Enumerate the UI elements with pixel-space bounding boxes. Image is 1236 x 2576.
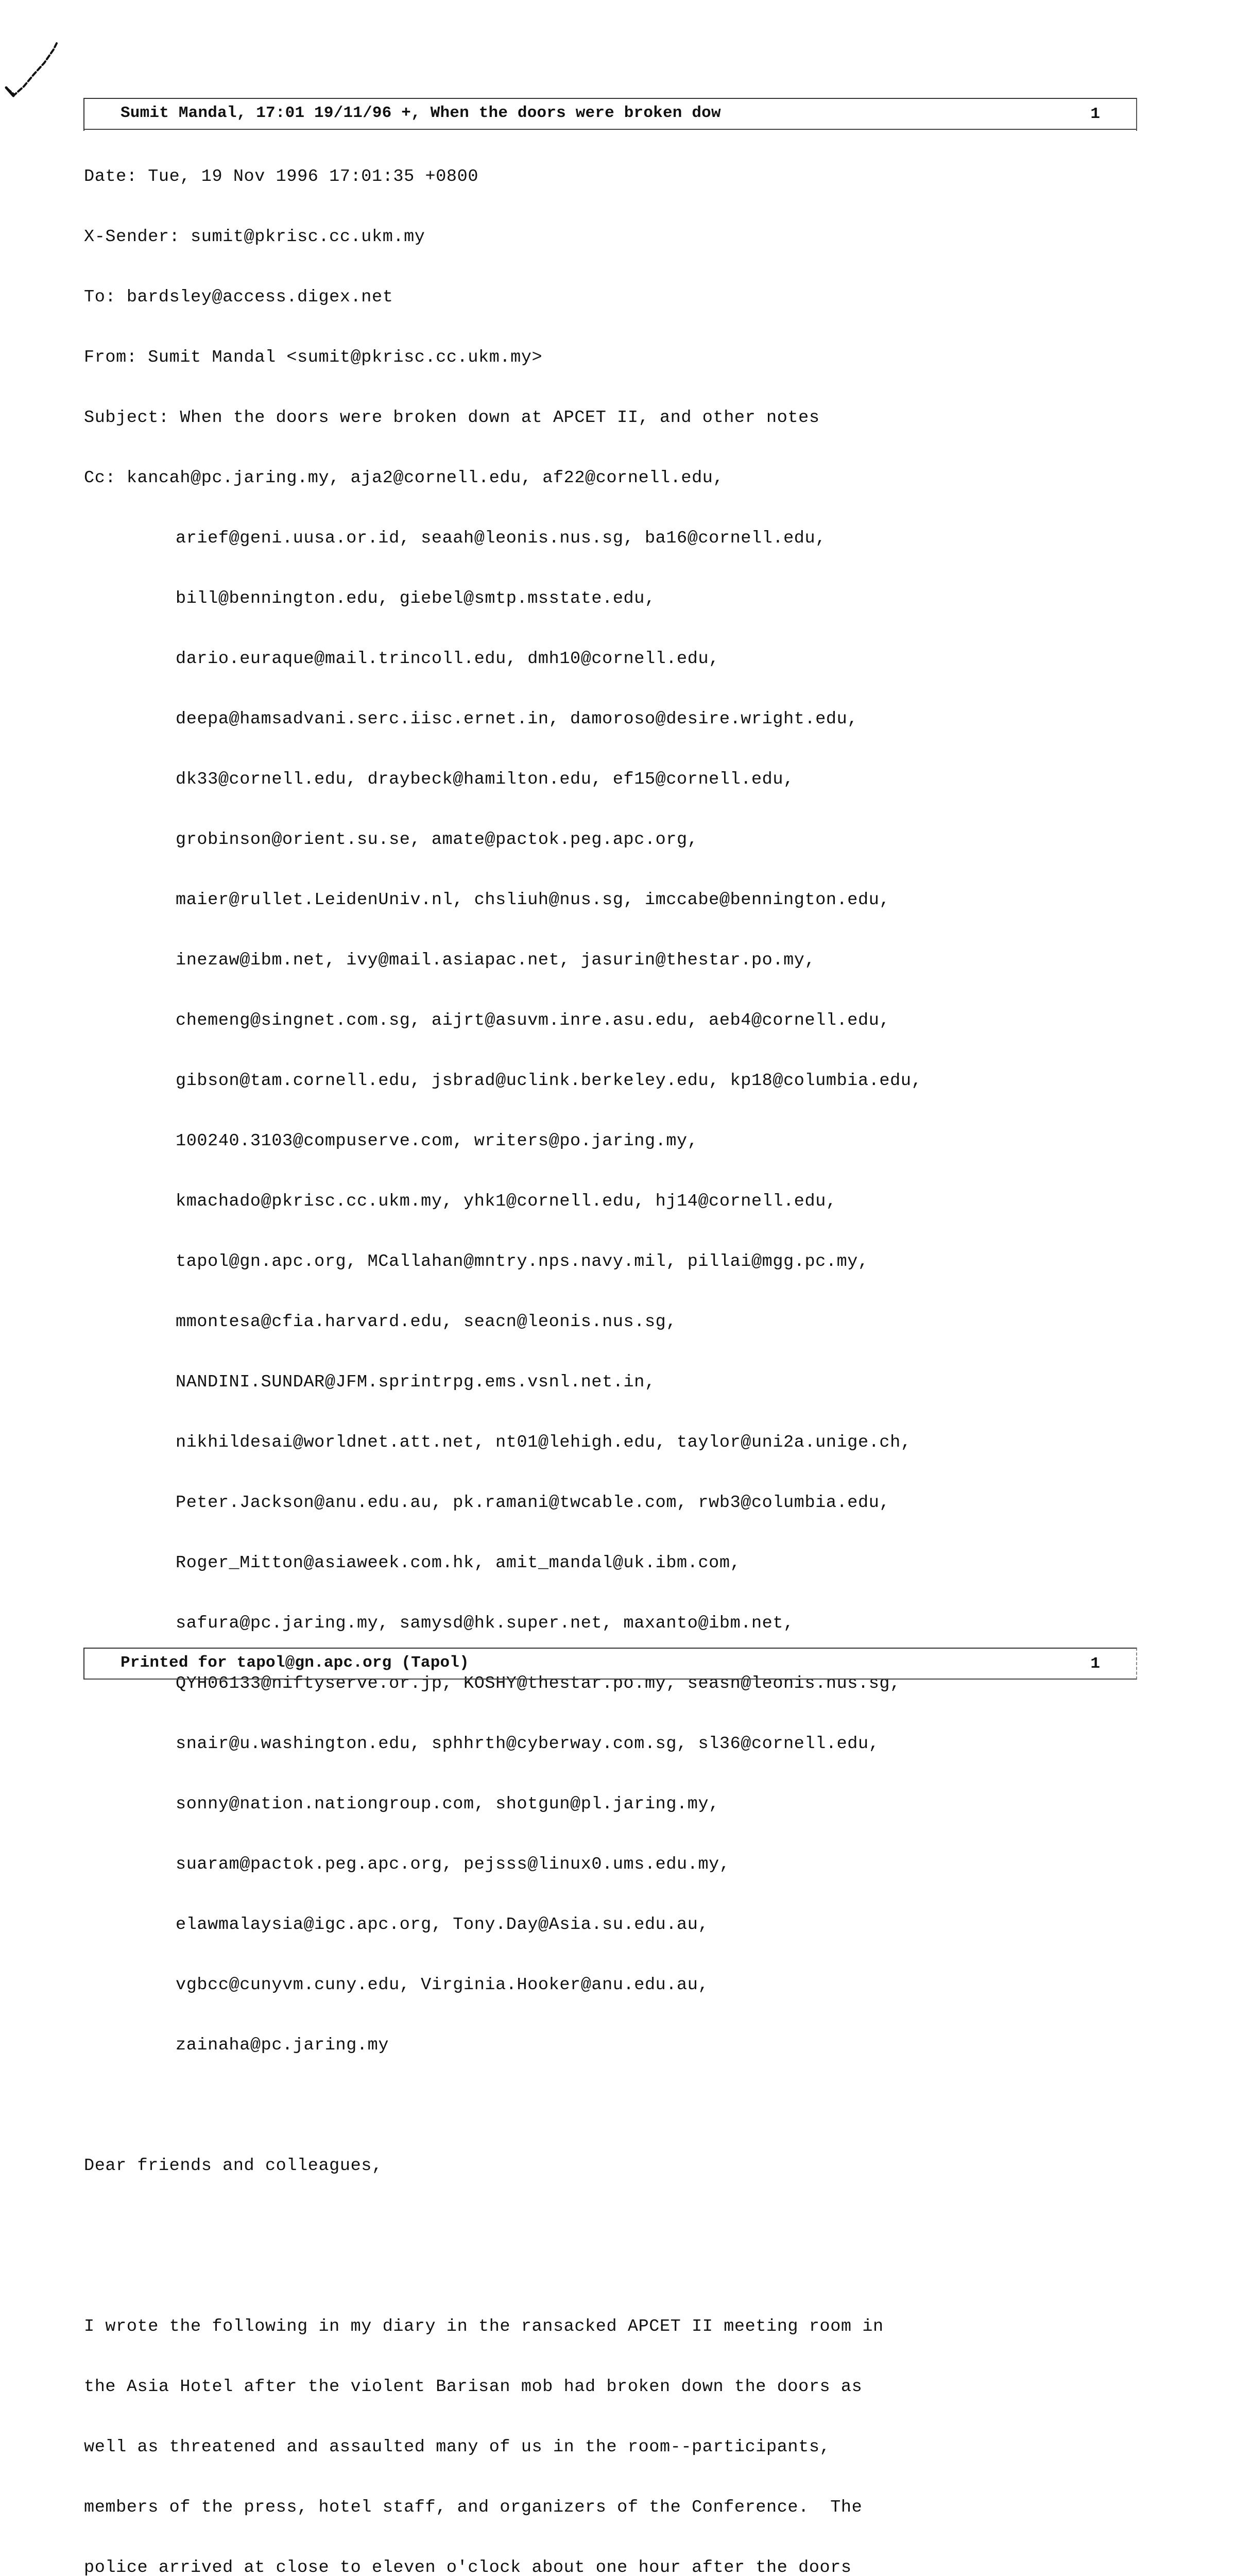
cc-line: suaram@pactok.peg.apc.org, pejsss@linux0.ums.edu.my,	[176, 1855, 730, 1874]
greeting: Dear friends and colleagues,	[84, 2156, 383, 2176]
header-date: Date: Tue, 19 Nov 1996 17:01:35 +0800	[84, 167, 479, 187]
cc-line: NANDINI.SUNDAR@JFM.sprintrpg.ems.vsnl.net.in,	[176, 1372, 656, 1392]
cc-line: Peter.Jackson@anu.edu.au, pk.ramani@twcable.com, rwb3@columbia.edu,	[176, 1493, 890, 1513]
cc-line: inezaw@ibm.net, ivy@mail.asiapac.net, jasurin@thestar.po.my,	[176, 951, 816, 970]
cc-line: dk33@cornell.edu, draybeck@hamilton.edu, ef15@cornell.edu,	[176, 770, 794, 789]
page-footer-title: Printed for tapol@gn.apc.org (Tapol)	[121, 1654, 469, 1672]
page-footer-box	[83, 1648, 1137, 1680]
paragraph-line: members of the press, hotel staff, and organizers of the Conference. The	[84, 2498, 863, 2517]
header-cc: Cc: kancah@pc.jaring.my, aja2@cornell.edu, af22@cornell.edu,	[84, 468, 724, 488]
cc-line: QYH06133@niftyserve.or.jp, KOSHY@thestar.po.my, seasn@leonis.nus.sg,	[176, 1674, 901, 1693]
cc-line: chemeng@singnet.com.sg, aijrt@asuvm.inre.asu.edu, aeb4@cornell.edu,	[176, 1011, 890, 1030]
header-x-sender: X-Sender: sumit@pkrisc.cc.ukm.my	[84, 227, 425, 247]
cc-line: snair@u.washington.edu, sphhrth@cyberway.com.sg, sl36@cornell.edu,	[176, 1734, 880, 1754]
paragraph-line: I wrote the following in my diary in the ransacked APCET II meeting room in	[84, 2317, 884, 2336]
cc-line: sonny@nation.nationgroup.com, shotgun@pl.jaring.my,	[176, 1794, 719, 1814]
paragraph-1	[84, 2277, 1145, 2576]
page-header-number: 1	[1090, 105, 1100, 123]
cc-line: nikhildesai@worldnet.att.net, nt01@lehigh.edu, taylor@uni2a.unige.ch,	[176, 1433, 912, 1452]
cc-line: arief@geni.uusa.or.id, seaah@leonis.nus.sg, ba16@cornell.edu,	[176, 529, 826, 548]
header-subject: Subject: When the doors were broken down at APCET II, and other notes	[84, 408, 820, 428]
header-from: From: Sumit Mandal <sumit@pkrisc.cc.ukm.my>	[84, 348, 543, 367]
cc-line: elawmalaysia@igc.apc.org, Tony.Day@Asia.su.edu.au,	[176, 1915, 709, 1935]
paragraph-line: well as threatened and assaulted many of us in the room--participants,	[84, 2437, 831, 2457]
cc-line: maier@rullet.LeidenUniv.nl, chsliuh@nus.sg, imccabe@bennington.edu,	[176, 890, 890, 910]
cc-line: deepa@hamsadvani.serc.iisc.ernet.in, damoroso@desire.wright.edu,	[176, 709, 859, 729]
cc-line: kmachado@pkrisc.cc.ukm.my, yhk1@cornell.edu, hj14@cornell.edu,	[176, 1192, 837, 1211]
paragraph-line: the Asia Hotel after the violent Barisan mob had broken down the doors as	[84, 2377, 863, 2397]
cc-line: dario.euraque@mail.trincoll.edu, dmh10@cornell.edu,	[176, 649, 719, 669]
handwritten-check-mark	[3, 37, 60, 104]
cc-line: mmontesa@cfia.harvard.edu, seacn@leonis.nus.sg,	[176, 1312, 677, 1332]
cc-line: zainaha@pc.jaring.my	[176, 2036, 389, 2055]
cc-line: tapol@gn.apc.org, MCallahan@mntry.nps.navy.mil, pillai@mgg.pc.my,	[176, 1252, 869, 1272]
page-header-title: Sumit Mandal, 17:01 19/11/96 +, When the doors were broken dow	[121, 104, 721, 122]
paragraph-line: police arrived at close to eleven o'clock about one hour after the doors	[84, 2558, 852, 2576]
cc-line: bill@bennington.edu, giebel@smtp.msstate.edu,	[176, 589, 656, 608]
header-to: To: bardsley@access.digex.net	[84, 287, 393, 307]
cc-line: Roger_Mitton@asiaweek.com.hk, amit_mandal@uk.ibm.com,	[176, 1553, 741, 1573]
cc-line: 100240.3103@compuserve.com, writers@po.jaring.my,	[176, 1131, 698, 1151]
page-footer-number: 1	[1090, 1655, 1100, 1673]
cc-line: safura@pc.jaring.my, samysd@hk.super.net, maxanto@ibm.net,	[176, 1614, 794, 1633]
cc-line: gibson@tam.cornell.edu, jsbrad@uclink.berkeley.edu, kp18@columbia.edu,	[176, 1071, 922, 1091]
email-body	[84, 127, 1145, 2576]
cc-line: vgbcc@cunyvm.cuny.edu, Virginia.Hooker@anu.edu.au,	[176, 1975, 709, 1995]
page-header-box	[83, 98, 1137, 131]
cc-line: grobinson@orient.su.se, amate@pactok.peg.apc.org,	[176, 830, 698, 850]
